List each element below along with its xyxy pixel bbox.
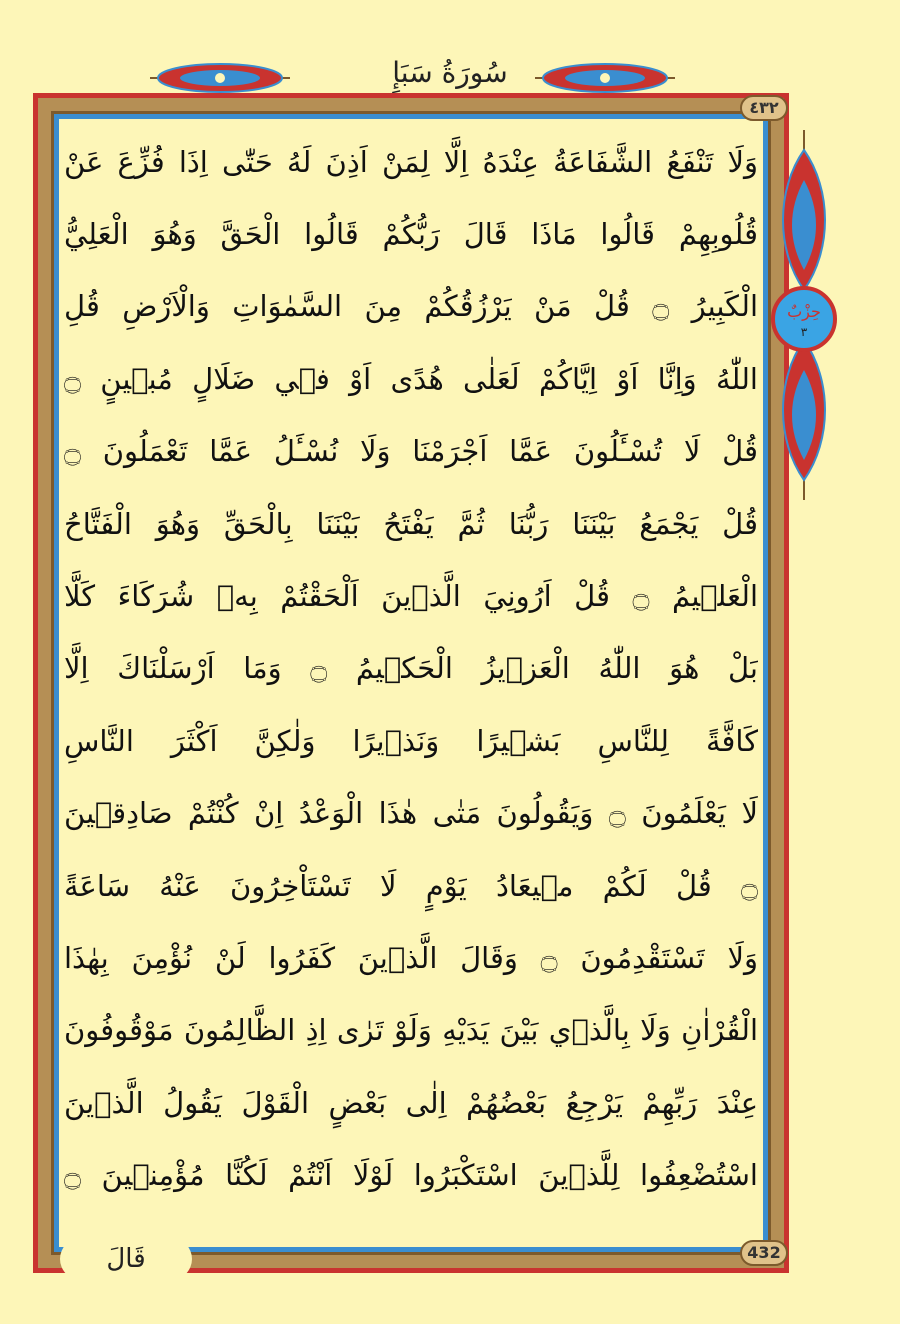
page-number-top: ٤٣٢: [740, 95, 788, 121]
text-line: بَلْ هُوَ اللّٰهُ الْعَزٖيزُ الْحَكٖيمُ ۝ وَمَا اَرْسَلْنَاكَ اِلَّا: [64, 651, 758, 685]
text-line: وَلَا تَنْفَعُ الشَّفَاعَةُ عِنْدَهُ اِلَّا لِمَنْ اَذِنَ لَهُ حَتّٰى اِذَا فُزِّعَ عَنْ: [64, 145, 758, 179]
text-line: الْكَبِيرُ ۝ قُلْ مَنْ يَرْزُقُكُمْ مِنَ السَّمٰوَاتِ وَالْاَرْضِ قُلِ: [64, 289, 758, 323]
text-line: لَا يَعْلَمُونَ ۝ وَيَقُولُونَ مَتٰى هٰذَا الْوَعْدُ اِنْ كُنْتُمْ صَادِقٖينَ: [64, 796, 758, 830]
text-line: ۝ قُلْ لَكُمْ مٖيعَادُ يَوْمٍ لَا تَسْتَاْخِرُونَ عَنْهُ سَاعَةً: [64, 869, 758, 903]
text-line: قُلْ لَا تُسْـَٔلُونَ عَمَّا اَجْرَمْنَا وَلَا نُسْـَٔلُ عَمَّا تَعْمَلُونَ ۝: [64, 434, 758, 468]
text-line: قُلُوبِهِمْ قَالُوا مَاذَا قَالَ رَبُّكُمْ قَالُوا الْحَقَّ وَهُوَ الْعَلِيُّ: [64, 217, 758, 251]
header-ornament-right-icon: [535, 62, 675, 94]
text-line: كَافَّةً لِلنَّاسِ بَشٖيرًا وَنَذٖيرًا وَلٰكِنَّ اَكْثَرَ النَّاسِ: [64, 724, 758, 758]
text-line: الْعَلٖيمُ ۝ قُلْ اَرُونِيَ الَّذٖينَ اَلْحَقْتُمْ بِهٖ شُرَكَاءَ كَلَّا: [64, 579, 758, 613]
surah-title: سُورَةُ سَبَإٍ: [392, 56, 508, 89]
hizb-label: حِزْبٌ: [787, 302, 821, 321]
text-line: اللّٰهُ وَاِنَّا اَوْ اِيَّاكُمْ لَعَلٰى هُدًى اَوْ فٖي ضَلَالٍ مُبٖينٍ ۝: [64, 362, 758, 396]
text-line: عِنْدَ رَبِّهِمْ يَرْجِعُ بَعْضُهُمْ اِلٰى بَعْضٍ الْقَوْلَ يَقُولُ الَّذٖينَ: [64, 1086, 758, 1120]
text-line: قُلْ يَجْمَعُ بَيْنَنَا رَبُّنَا ثُمَّ يَفْتَحُ بَيْنَنَا بِالْحَقِّ وَهُوَ الْفَتَّاحُ: [64, 507, 758, 541]
text-line: وَلَا تَسْتَقْدِمُونَ ۝ وَقَالَ الَّذٖينَ كَفَرُوا لَنْ نُؤْمِنَ بِهٰذَا: [64, 941, 758, 975]
hizb-number: ٣: [800, 325, 808, 339]
hizb-marker: [771, 286, 837, 352]
text-line: الْقُرْاٰنِ وَلَا بِالَّذٖي بَيْنَ يَدَيْهِ وَلَوْ تَرٰى اِذِ الظَّالِمُونَ مَوْقُوفُونَ: [64, 1013, 758, 1047]
text-line: اسْتُضْعِفُوا لِلَّذٖينَ اسْتَكْبَرُوا لَوْلَا اَنْتُمْ لَكُنَّا مُؤْمِنٖينَ ۝: [64, 1158, 758, 1192]
catchword: قَالَ: [60, 1238, 192, 1280]
page-number-bottom: 432: [740, 1240, 788, 1266]
